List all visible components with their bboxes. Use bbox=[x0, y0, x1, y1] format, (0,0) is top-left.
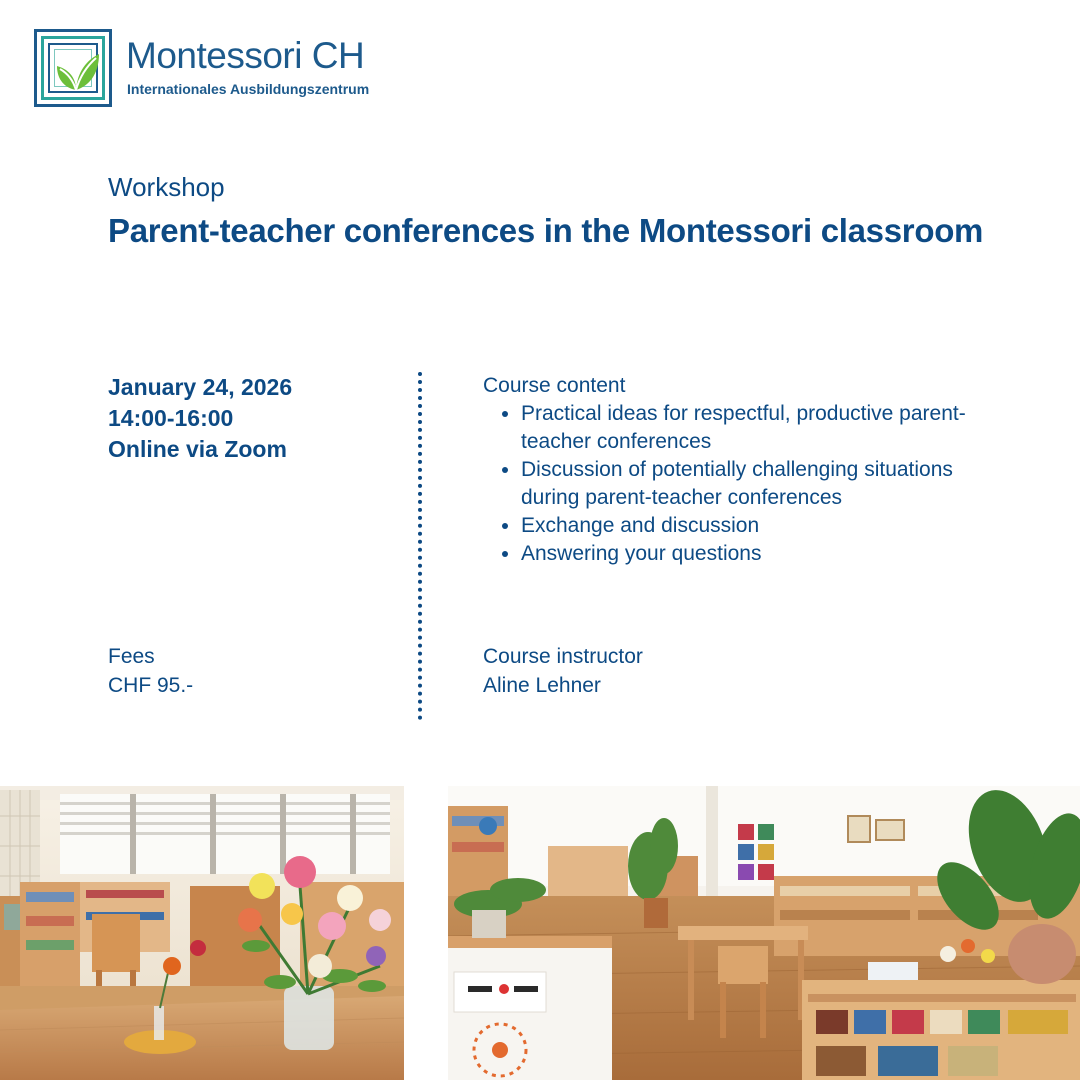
brand-subtitle: Internationales Ausbildungszentrum bbox=[127, 81, 370, 97]
course-content-heading: Course content bbox=[483, 374, 626, 397]
leaf-icon bbox=[49, 46, 103, 96]
course-content-list bbox=[483, 400, 1013, 568]
logo-mark bbox=[34, 29, 112, 107]
dotted-divider bbox=[418, 372, 422, 720]
list-item: • Discussion of potentially challenging situations during parent-teacher conferences bbox=[521, 456, 1013, 512]
classroom-photo-left bbox=[0, 786, 404, 1080]
event-details bbox=[108, 372, 292, 465]
instructor-label: Course instructor bbox=[483, 645, 643, 668]
event-time: 14:00-16:00 bbox=[108, 405, 234, 431]
course-content bbox=[483, 372, 1013, 568]
classroom-photo-right bbox=[448, 786, 1080, 1080]
fees-value: CHF 95.- bbox=[108, 674, 194, 697]
instructor-name: Aline Lehner bbox=[483, 674, 601, 697]
event-type: Workshop bbox=[108, 172, 225, 202]
event-date: January 24, 2026 bbox=[108, 374, 293, 400]
brand-name: Montessori CH bbox=[126, 35, 365, 76]
list-item: • Answering your questions bbox=[521, 540, 1013, 568]
fees-label: Fees bbox=[108, 645, 155, 668]
fees-block bbox=[108, 642, 193, 700]
list-item: • Practical ideas for respectful, productive parent-teacher conferences bbox=[521, 400, 1013, 456]
list-item: • Exchange and discussion bbox=[521, 512, 1013, 540]
page-title: Parent-teacher conferences in the Montessori classroom bbox=[108, 212, 984, 249]
event-location: Online via Zoom bbox=[108, 436, 287, 462]
instructor-block bbox=[483, 642, 643, 700]
